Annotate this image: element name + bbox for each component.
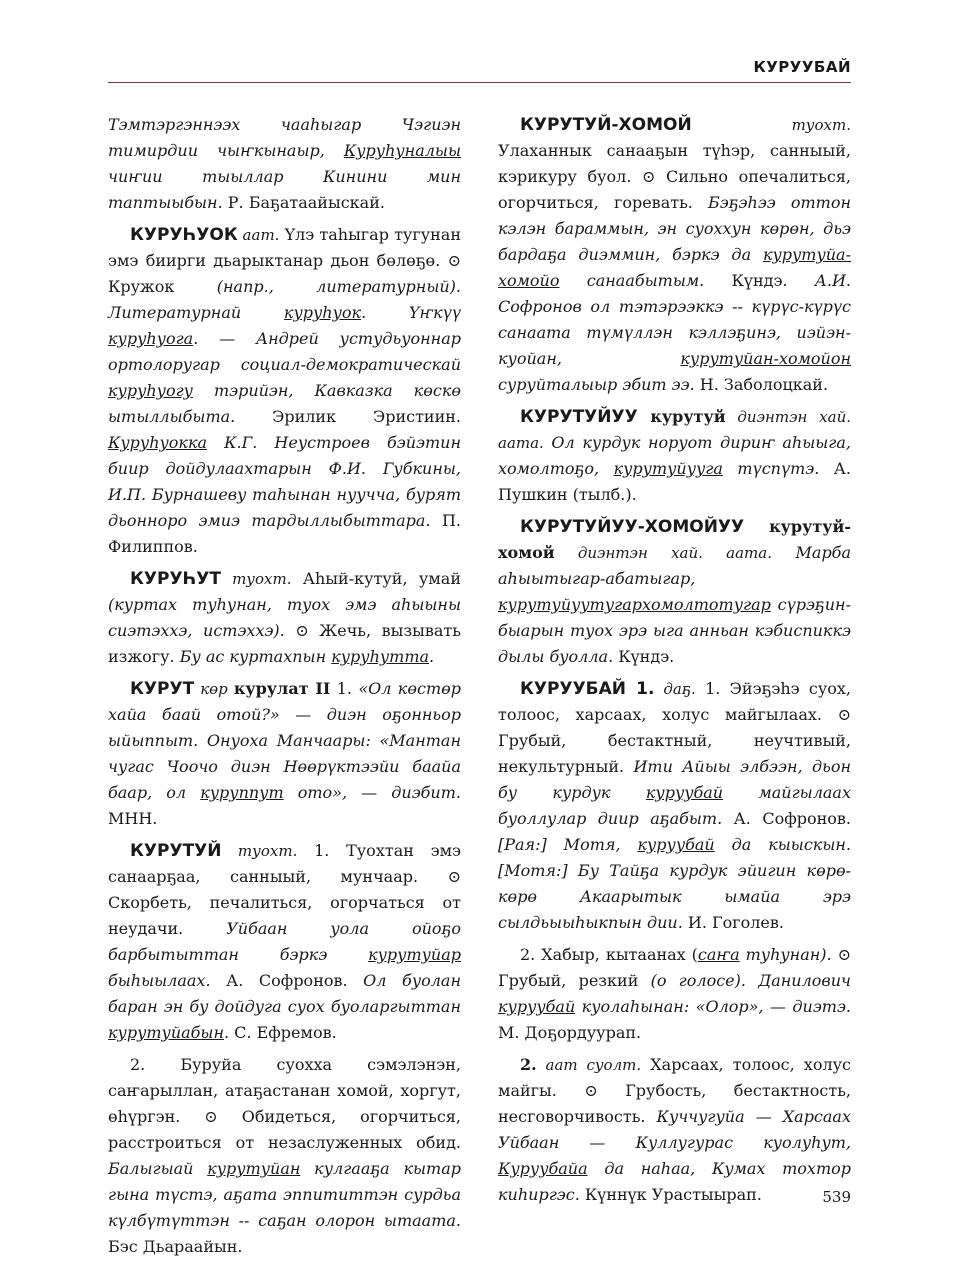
author-citation: МНН. [108,809,158,828]
page-number: 539 [822,1188,851,1206]
example-text: Ити Айыы элбээн, дьон бу курдук [498,757,851,802]
headword: КУРУТУЙУУ [520,407,638,427]
entry-kurutuy [108,838,461,1046]
derived-from: курутуй-хомой [498,517,851,562]
example-text: түспүтэ. [722,459,834,478]
headword-usage: курутуйа-хомойо [498,245,851,290]
author-citation: П. Филиппов. [108,511,461,556]
derived-from: курутуй [637,407,726,426]
headword: КУРУТУЙУУ-ХОМОЙУУ [520,517,745,537]
translation-marker-icon: ⊙ [556,1081,598,1100]
headword-usage: курутуйуутугархомолтотугар [498,595,771,614]
translation-marker-icon: ⊙ [180,1107,218,1126]
definition: Үлэ таһыгар тугунан эмэ биирги дьарыктанар дьон бөлөҕө. [108,225,462,270]
definition-note: туһунан). [739,945,832,964]
headword-usage: куруһуога [108,329,194,348]
example-text: быһыылаах. [108,971,227,990]
headword-usage: курутуйууга [613,459,723,478]
example-text: майгылаах буоллулар диир аҕабыт. [498,783,851,828]
translation-marker-icon: ⊙ [447,251,461,270]
example-text: Уйбаан уола ойоҕо барбытыттан бэркэ [108,919,461,964]
author-citation: Эрилик Эристиин. [272,407,461,426]
example-text: Балыгыай [108,1159,208,1178]
translation: Обидеться, огорчиться, расстроиться от незаслуженных обид. [108,1107,461,1152]
entry-kurutuy-sense-2 [108,1052,461,1260]
translation-marker-icon: ⊙ [831,945,851,964]
entry-kuruhut [108,566,461,670]
translation: Грубый, бестактный, неучтивый, некультурный. [498,731,851,776]
left-column [108,112,461,1266]
definition: Улаханнык санааҕын түһэр, санныый, кэрикуру буол. [498,141,851,186]
definition: 2. Хабыр, кытаанах ( [520,945,698,964]
author-citation: Бэс Дьараайын. [108,1237,243,1256]
cross-reference: курулат II [233,679,331,698]
right-column [498,112,851,1214]
sense-number: 2. [520,1055,537,1074]
grammar-label: көр [194,680,234,698]
example-text: А.И. Софронов ол тэтэрээккэ -- күрүс-күрүс санаата түмүллэн кэллэҕинэ, иэйэн-куойан, [498,271,852,368]
sense-number: 1. [330,679,353,698]
entry-kurutuyuu [498,404,851,508]
translation-marker-icon: ⊙ [418,867,461,886]
example-text: Ф.И. Губкины, И.П. Бурнашеву таһынан нуучча, бурят дьонноро эмиэ тардыллыбыттара. [108,459,461,530]
grammar-label: туохт. [221,842,298,860]
example-text: Тэмтэргэннээх чааһыгар Чэгиэн тимирдии чыҥкынаыр, [108,115,461,160]
translation-marker-icon: ⊙ [822,705,851,724]
headword-usage: курутуйар [368,945,461,964]
entry-continuation [108,112,461,216]
example-text: [Рая:] Мотя, [498,835,638,854]
usage-note: (куртах туһунан, туох эмэ аһыыны сиэтэххэ, истэххэ). [108,595,461,640]
example-text: К.Г. Неустроев бэйэтин биир дойдулаахтарын [108,433,461,478]
example-text: да наһаа, Кумах тохтор киһиргэс. [498,1159,851,1204]
entry-kuruubay-noun [498,1052,851,1208]
grammar-label: туохт. [691,116,851,134]
usage-note: (о голосе). [650,971,746,990]
example-text: Бу ас куртахпын [174,647,332,666]
author-citation: Күннүк Урастыырап. [584,1185,762,1204]
header-rule [108,82,851,83]
example-text: Данилович [745,971,851,990]
author-citation: А. Пушкин (тылб.). [498,459,851,504]
headword: КУРУТ [130,679,195,699]
headword: КУРУУБАЙ 1. [520,679,655,699]
headword: КУРУТУЙ [130,841,222,861]
translation: Грубый, резкий [498,971,651,990]
example-text: суруйталыыр эбит ээ. [498,375,700,394]
example-text: . [224,1023,235,1042]
example-text: . Үҥкүү [361,303,461,322]
definition: 1. Эйэҕэһэ суох, толоос, харсаах, холус майгылаах. [498,679,851,724]
entry-kuruubay-sense-2 [498,942,851,1046]
headword-usage: куруубай [498,997,576,1016]
headword-usage: Куруубайа [498,1159,588,1178]
author-citation: А. Софронов. [226,971,348,990]
example-text: Ол курдук норуот дириҥ аһыыга, хомолтоҕо, [498,433,851,478]
author-citation: А. Софронов. [733,809,851,828]
translation: Жечь, вызывать изжогу. [108,621,461,666]
translation: Сильно опечалиться, огорчиться, горевать. [498,167,851,212]
author-citation: М. Доҕордуурап. [498,1023,642,1042]
headword: КУРУТУЙ-ХОМОЙ [520,115,692,135]
author-citation: И. Гоголев. [687,913,784,932]
example-text: «Ол көстөр хайа баай отой?» — диэн оҕонньор ыйыппыт. Онуоха Манчаары: «Мантан чугас Чоочо диэн Нөөрүктээйи баайа баар, ол [108,679,461,802]
author-citation: Н. Заболоцкай. [699,375,829,394]
grammar-label: аат. [237,226,280,244]
grammar-label: аат суолт. [536,1056,642,1074]
example-text: Ол буолан баран эн бу дойдуга суох буоларгыттан [108,971,461,1016]
example-text: Марба аһыытыгар-абатыгар, [498,543,851,588]
example-text: Литературнай [108,303,284,322]
headword-usage: куруһутта [331,647,430,666]
headword-usage: куруппут [200,783,284,802]
headword-usage: саҥа [697,945,740,964]
entry-kurutuyuu-khomoyuu [498,514,851,670]
entry-kuruhuok [108,222,461,560]
headword-usage: куруһуок [283,303,362,322]
example-text: чиҥии тыыллар Кинини мин таптыыбын. [108,167,461,212]
headword-usage: Куруһуокка [108,433,208,452]
author-citation: Күндэ. [618,647,675,666]
definition: 1. Туохтан эмэ санаарҕаа, санныый, мунчаар. [108,841,461,886]
definition: Аһый-кутуй, умай [291,569,461,588]
headword-usage: куруубай [637,835,715,854]
translation: Скорбеть, печалиться, огорчаться от неудачи. [108,893,461,938]
usage-note: (напр., литературный). [216,277,461,296]
headword-usage: Куруһуналыы [343,141,461,160]
example-text: . [429,647,435,666]
author-citation: Күндэ. [731,271,788,290]
example-text: ото», — диэбит. [283,783,461,802]
headword-usage: курутуйабын [108,1023,224,1042]
headword-usage: куруубай [645,783,724,802]
example-text: Куччугуйа — Харсаах Уйбаан — Куллугурас куолуһут, [498,1107,851,1152]
example-text: куолаһынан: «Олор», — диэтэ. [575,997,851,1016]
example-text: санаабытым. [559,271,732,290]
translation-marker-icon: ⊙ [284,621,309,640]
translation-marker-icon: ⊙ [631,167,656,186]
entry-kurutuy-khomoy [498,112,851,398]
definition: 2. Буруйа суохха сэмэлэнэн, саҥарыллан, атаҕастанан хомой, хоргут, өһүргэн. [108,1055,461,1126]
example-text: . — Андрей устудьуоннар ортолоругар социал-демократическай [108,329,461,374]
author-citation: С. Ефремов. [234,1023,337,1042]
example-text: кулгааҕа кытар гына түстэ, аҕата эппититтэн сурдьа күлбүтүттэн -- саҕан олорон ытаата. [108,1159,461,1230]
definition: Харсаах, толоос, холус майгы. [498,1055,851,1100]
author-citation: Р. Баҕатаайыскай. [227,193,385,212]
headword-usage: курутуйан-хомойон [680,349,851,368]
example-text: тэрийэн, Кавказка көскө ытыллыбыта. [108,381,461,426]
example-text: да кыыскын. [Мотя:] Бу Тайҕа курдук эйигин көрө-көрө Акаарытык ымайа эрэ сылдьыыһыкпын дии. [498,835,852,932]
example-text: Бэҕэһээ оттон кэлэн бараммын, эн суоххун көрөн, дьэ бардаҕа диэммин, бэркэ да [498,193,852,264]
grammar-label: диэнтэн хай. аата. [498,408,851,452]
headword-usage: курутуйан [207,1159,301,1178]
headword: КУРУҺУТ [130,569,222,589]
translation: Кружок [108,277,217,296]
translation: Грубость, бестактность, несговорчивость. [498,1081,851,1126]
grammar-label: туохт. [221,570,292,588]
grammar-label: диэнтэн хай. аата. [554,544,772,562]
grammar-label: даҕ. [654,680,696,698]
running-head: КУРУУБАЙ [753,58,851,76]
headword-usage: куруһуогу [108,381,193,400]
entry-kurut [108,676,461,832]
headword: КУРУҺУОК [130,225,238,245]
entry-kuruubay [498,676,851,936]
example-text: сүрэҕин-быарын туох эрэ ыга анньан кэбиспиккэ дылы буолла. [498,595,851,666]
